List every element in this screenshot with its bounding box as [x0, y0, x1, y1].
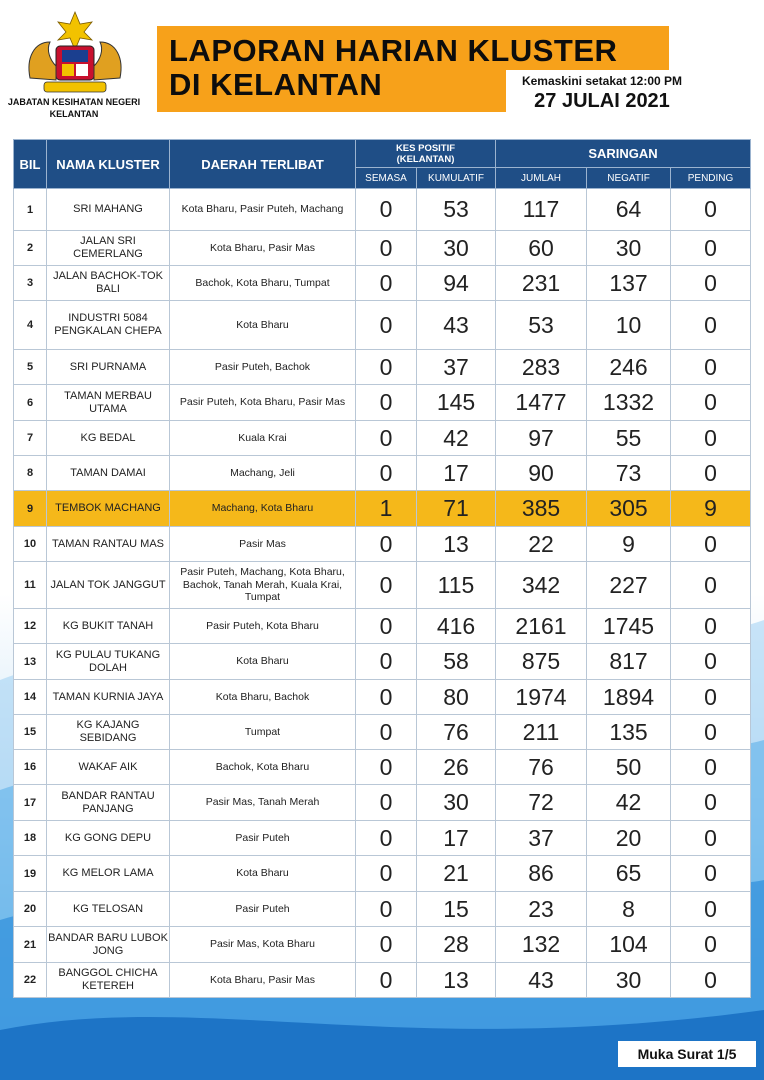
cell-negatif: 305: [587, 491, 671, 527]
table-body: [14, 189, 751, 998]
cell-bil: 11: [14, 562, 47, 609]
cell-kumulatif: 76: [417, 715, 496, 750]
cell-kumulatif: 115: [417, 562, 496, 609]
cell-bil: 9: [14, 491, 47, 527]
cell-nama: KG BEDAL: [47, 421, 170, 456]
cell-semasa: 0: [356, 189, 417, 231]
cell-pending: 0: [671, 856, 751, 892]
table-row: [14, 189, 751, 231]
cell-jumlah: 2161: [496, 609, 587, 644]
cell-daerah: Pasir Mas: [170, 527, 356, 562]
cell-pending: 0: [671, 821, 751, 856]
cell-semasa: 0: [356, 680, 417, 715]
cell-semasa: 0: [356, 715, 417, 750]
table-row: [14, 350, 751, 385]
cell-kumulatif: 15: [417, 892, 496, 927]
cell-daerah: Pasir Mas, Tanah Merah: [170, 785, 356, 821]
cell-bil: 4: [14, 301, 47, 350]
cell-nama: TAMAN DAMAI: [47, 456, 170, 491]
cell-pending: 0: [671, 456, 751, 491]
cell-bil: 5: [14, 350, 47, 385]
cell-nama: TAMAN MERBAU UTAMA: [47, 385, 170, 421]
cell-nama: TAMAN KURNIA JAYA: [47, 680, 170, 715]
col-daerah: DAERAH TERLIBAT: [170, 140, 356, 189]
title-line-2: DI KELANTAN: [169, 67, 383, 102]
cell-nama: KG MELOR LAMA: [47, 856, 170, 892]
cell-semasa: 0: [356, 231, 417, 266]
cell-kumulatif: 42: [417, 421, 496, 456]
cell-pending: 0: [671, 231, 751, 266]
cell-kumulatif: 71: [417, 491, 496, 527]
table-row: [14, 963, 751, 998]
cell-jumlah: 132: [496, 927, 587, 963]
update-label: Kemaskini setakat 12:00 PM: [521, 74, 683, 88]
cell-semasa: 0: [356, 892, 417, 927]
cell-semasa: 0: [356, 856, 417, 892]
cell-jumlah: 875: [496, 644, 587, 680]
cell-daerah: Pasir Puteh, Kota Bharu: [170, 609, 356, 644]
cell-daerah: Kuala Krai: [170, 421, 356, 456]
cell-daerah: Bachok, Kota Bharu: [170, 750, 356, 785]
cell-jumlah: 53: [496, 301, 587, 350]
cell-pending: 9: [671, 491, 751, 527]
cell-semasa: 0: [356, 385, 417, 421]
cell-jumlah: 342: [496, 562, 587, 609]
cell-negatif: 1332: [587, 385, 671, 421]
cell-nama: KG GONG DEPU: [47, 821, 170, 856]
cell-bil: 16: [14, 750, 47, 785]
cell-bil: 17: [14, 785, 47, 821]
cell-daerah: Machang, Kota Bharu: [170, 491, 356, 527]
cell-jumlah: 22: [496, 527, 587, 562]
report-header: [0, 0, 764, 135]
cell-bil: 15: [14, 715, 47, 750]
cell-bil: 14: [14, 680, 47, 715]
update-info: [506, 70, 698, 116]
cell-kumulatif: 80: [417, 680, 496, 715]
cell-negatif: 65: [587, 856, 671, 892]
cell-jumlah: 37: [496, 821, 587, 856]
cell-pending: 0: [671, 785, 751, 821]
agency-name: JABATAN KESIHATAN NEGERI KELANTAN: [7, 97, 141, 119]
table-row: [14, 266, 751, 301]
cell-kumulatif: 145: [417, 385, 496, 421]
cell-daerah: Tumpat: [170, 715, 356, 750]
cell-semasa: 1: [356, 491, 417, 527]
cell-nama: KG KAJANG SEBIDANG: [47, 715, 170, 750]
cell-jumlah: 97: [496, 421, 587, 456]
cell-bil: 18: [14, 821, 47, 856]
table-row: [14, 562, 751, 609]
cell-daerah: Kota Bharu: [170, 301, 356, 350]
cluster-table: [13, 139, 751, 998]
cell-kumulatif: 17: [417, 456, 496, 491]
cell-negatif: 42: [587, 785, 671, 821]
cell-nama: KG TELOSAN: [47, 892, 170, 927]
title-line-1: LAPORAN HARIAN KLUSTER: [169, 33, 618, 68]
cell-semasa: 0: [356, 266, 417, 301]
cell-kumulatif: 53: [417, 189, 496, 231]
cell-pending: 0: [671, 301, 751, 350]
cell-negatif: 1894: [587, 680, 671, 715]
update-date: 27 JULAI 2021: [534, 90, 670, 112]
cell-kumulatif: 58: [417, 644, 496, 680]
page-number-label: Muka Surat 1/5: [618, 1041, 756, 1067]
cell-daerah: Pasir Mas, Kota Bharu: [170, 927, 356, 963]
col-nama-kluster: [47, 140, 170, 189]
cell-bil: 10: [14, 527, 47, 562]
cell-nama: JALAN SRI CEMERLANG: [47, 231, 170, 266]
cell-semasa: 0: [356, 456, 417, 491]
cell-kumulatif: 94: [417, 266, 496, 301]
cell-pending: 0: [671, 963, 751, 998]
cell-bil: 1: [14, 189, 47, 231]
cell-pending: 0: [671, 266, 751, 301]
cell-jumlah: 385: [496, 491, 587, 527]
cell-daerah: Kota Bharu: [170, 644, 356, 680]
cell-pending: 0: [671, 644, 751, 680]
table-row: [14, 856, 751, 892]
cell-jumlah: 283: [496, 350, 587, 385]
cell-bil: 21: [14, 927, 47, 963]
cell-negatif: 50: [587, 750, 671, 785]
cell-semasa: 0: [356, 527, 417, 562]
cell-negatif: 10: [587, 301, 671, 350]
cell-jumlah: 86: [496, 856, 587, 892]
cell-pending: 0: [671, 421, 751, 456]
cell-semasa: 0: [356, 750, 417, 785]
cell-daerah: Bachok, Kota Bharu, Tumpat: [170, 266, 356, 301]
cell-nama: INDUSTRI 5084 PENGKALAN CHEPA: [47, 301, 170, 350]
cell-pending: 0: [671, 927, 751, 963]
cell-pending: 0: [671, 680, 751, 715]
table-row: [14, 927, 751, 963]
cell-bil: 19: [14, 856, 47, 892]
cell-negatif: 30: [587, 963, 671, 998]
cell-daerah: Pasir Puteh, Kota Bharu, Pasir Mas: [170, 385, 356, 421]
cell-nama: JALAN TOK JANGGUT: [47, 562, 170, 609]
cell-jumlah: 1477: [496, 385, 587, 421]
table-row: [14, 527, 751, 562]
table-row: [14, 750, 751, 785]
cell-negatif: 73: [587, 456, 671, 491]
cell-pending: 0: [671, 350, 751, 385]
cell-semasa: 0: [356, 785, 417, 821]
cell-kumulatif: 17: [417, 821, 496, 856]
cell-jumlah: 90: [496, 456, 587, 491]
cell-nama: KG BUKIT TANAH: [47, 609, 170, 644]
jata-negara-logo-icon: [20, 8, 130, 96]
col-kumulatif: KUMULATIF: [417, 168, 496, 189]
table-row: [14, 421, 751, 456]
table-row: [14, 821, 751, 856]
cell-pending: 0: [671, 527, 751, 562]
cell-jumlah: 1974: [496, 680, 587, 715]
cell-kumulatif: 416: [417, 609, 496, 644]
cell-bil: 2: [14, 231, 47, 266]
cell-semasa: 0: [356, 421, 417, 456]
cell-kumulatif: 43: [417, 301, 496, 350]
cell-semasa: 0: [356, 301, 417, 350]
cell-kumulatif: 30: [417, 785, 496, 821]
cell-kumulatif: 37: [417, 350, 496, 385]
cell-kumulatif: 21: [417, 856, 496, 892]
cell-jumlah: 23: [496, 892, 587, 927]
cell-daerah: Kota Bharu, Pasir Puteh, Machang: [170, 189, 356, 231]
cell-negatif: 8: [587, 892, 671, 927]
cell-negatif: 137: [587, 266, 671, 301]
cell-bil: 13: [14, 644, 47, 680]
cell-jumlah: 72: [496, 785, 587, 821]
cell-jumlah: 231: [496, 266, 587, 301]
cell-negatif: 55: [587, 421, 671, 456]
cell-pending: 0: [671, 562, 751, 609]
cell-daerah: Pasir Puteh: [170, 821, 356, 856]
cell-daerah: Pasir Puteh, Machang, Kota Bharu, Bachok, Tanah Merah, Kuala Krai, Tumpat: [170, 562, 356, 609]
table-row: [14, 301, 751, 350]
table-row: [14, 715, 751, 750]
cell-jumlah: 43: [496, 963, 587, 998]
cell-negatif: 227: [587, 562, 671, 609]
cell-nama: TAMAN RANTAU MAS: [47, 527, 170, 562]
cell-daerah: Kota Bharu, Pasir Mas: [170, 963, 356, 998]
table-row-highlighted: [14, 491, 751, 527]
cell-pending: 0: [671, 189, 751, 231]
cell-pending: 0: [671, 385, 751, 421]
cell-nama: BANGGOL CHICHA KETEREH: [47, 963, 170, 998]
cell-kumulatif: 13: [417, 963, 496, 998]
cell-jumlah: 60: [496, 231, 587, 266]
table-row: [14, 609, 751, 644]
cell-semasa: 0: [356, 562, 417, 609]
cell-nama: BANDAR RANTAU PANJANG: [47, 785, 170, 821]
cell-negatif: 104: [587, 927, 671, 963]
cell-bil: 3: [14, 266, 47, 301]
cell-semasa: 0: [356, 963, 417, 998]
cell-negatif: 20: [587, 821, 671, 856]
cell-nama: BANDAR BARU LUBOK JONG: [47, 927, 170, 963]
col-semasa: SEMASA: [356, 168, 417, 189]
cell-pending: 0: [671, 892, 751, 927]
cell-pending: 0: [671, 750, 751, 785]
cell-jumlah: 117: [496, 189, 587, 231]
col-negatif: NEGATIF: [587, 168, 671, 189]
table-row: [14, 644, 751, 680]
table-row: [14, 785, 751, 821]
cell-pending: 0: [671, 609, 751, 644]
table-row: [14, 456, 751, 491]
table-row: [14, 680, 751, 715]
group-kes-positif-label: KES POSITIF (KELANTAN): [395, 142, 456, 165]
col-nama-kluster-label: NAMA KLUSTER: [56, 156, 160, 172]
cell-semasa: 0: [356, 350, 417, 385]
group-saringan: SARINGAN: [496, 140, 751, 168]
cell-daerah: Pasir Puteh, Bachok: [170, 350, 356, 385]
col-bil: BIL: [14, 140, 47, 189]
table-row: [14, 231, 751, 266]
cell-semasa: 0: [356, 644, 417, 680]
cell-nama: TEMBOK MACHANG: [47, 491, 170, 527]
cell-negatif: 9: [587, 527, 671, 562]
cell-bil: 7: [14, 421, 47, 456]
cell-bil: 20: [14, 892, 47, 927]
cell-daerah: Kota Bharu, Bachok: [170, 680, 356, 715]
cell-negatif: 1745: [587, 609, 671, 644]
cell-bil: 8: [14, 456, 47, 491]
cell-nama: SRI MAHANG: [47, 189, 170, 231]
col-pending: PENDING: [671, 168, 751, 189]
cell-daerah: Pasir Puteh: [170, 892, 356, 927]
cell-negatif: 30: [587, 231, 671, 266]
group-kes-positif: [356, 140, 496, 168]
cell-semasa: 0: [356, 609, 417, 644]
cell-nama: WAKAF AIK: [47, 750, 170, 785]
cell-nama: SRI PURNAMA: [47, 350, 170, 385]
cell-negatif: 817: [587, 644, 671, 680]
cell-kumulatif: 26: [417, 750, 496, 785]
cell-bil: 6: [14, 385, 47, 421]
cell-semasa: 0: [356, 821, 417, 856]
cell-bil: 22: [14, 963, 47, 998]
cell-pending: 0: [671, 715, 751, 750]
cell-kumulatif: 13: [417, 527, 496, 562]
table-row: [14, 892, 751, 927]
cell-nama: KG PULAU TUKANG DOLAH: [47, 644, 170, 680]
table-row: [14, 385, 751, 421]
cell-bil: 12: [14, 609, 47, 644]
cell-negatif: 64: [587, 189, 671, 231]
cell-kumulatif: 28: [417, 927, 496, 963]
cell-jumlah: 76: [496, 750, 587, 785]
cell-daerah: Kota Bharu, Pasir Mas: [170, 231, 356, 266]
cell-jumlah: 211: [496, 715, 587, 750]
cell-semasa: 0: [356, 927, 417, 963]
cell-nama: JALAN BACHOK-TOK BALI: [47, 266, 170, 301]
cell-daerah: Machang, Jeli: [170, 456, 356, 491]
cell-negatif: 246: [587, 350, 671, 385]
cell-negatif: 135: [587, 715, 671, 750]
col-jumlah: JUMLAH: [496, 168, 587, 189]
cell-daerah: Kota Bharu: [170, 856, 356, 892]
cell-kumulatif: 30: [417, 231, 496, 266]
